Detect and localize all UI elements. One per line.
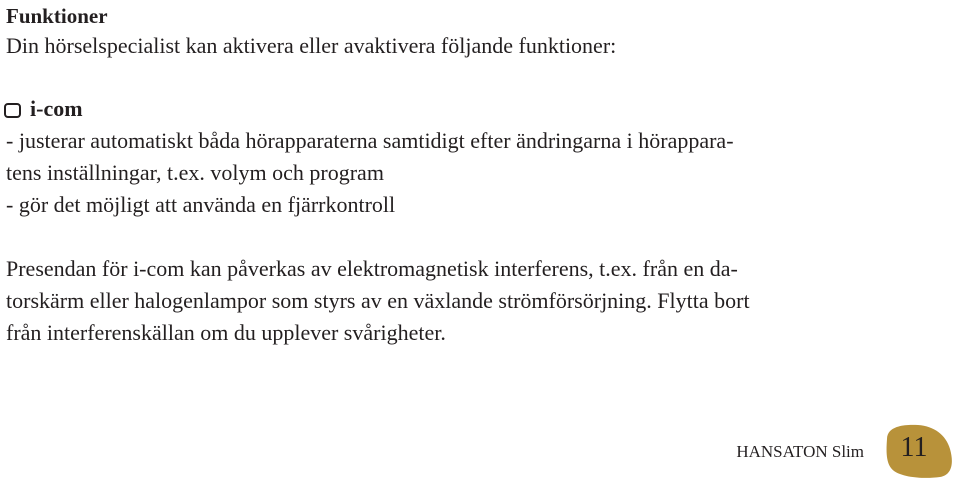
feature-description-line: - justerar automatiskt båda hörapparaterna samtidigt efter ändringarna i hörappara- — [6, 128, 734, 153]
feature-i-com — [4, 96, 83, 122]
paragraph-line: från interferenskällan om du upplever svårigheter. — [6, 320, 446, 345]
page-number: 11 — [900, 432, 928, 463]
page-number-badge — [884, 423, 956, 479]
paragraph-line: Presendan för i-com kan påverkas av elektromagnetisk interferens, t.ex. från en da- — [6, 256, 738, 281]
intro-text: Din hörselspecialist kan aktivera eller avaktivera följande funktioner: — [6, 33, 617, 58]
feature-name: i-com — [30, 96, 83, 121]
footer-product-name: HANSATON Slim — [736, 442, 864, 461]
section-heading: Funktioner — [6, 4, 108, 28]
paragraph-line: torskärm eller halogenlampor som styrs av en växlande strömförsörjning. Flytta bort — [6, 288, 750, 313]
feature-description-line: - gör det möjligt att använda en fjärrkontroll — [6, 192, 396, 217]
feature-description-line: tens inställningar, t.ex. volym och program — [6, 160, 384, 185]
checkbox-icon — [4, 103, 21, 118]
